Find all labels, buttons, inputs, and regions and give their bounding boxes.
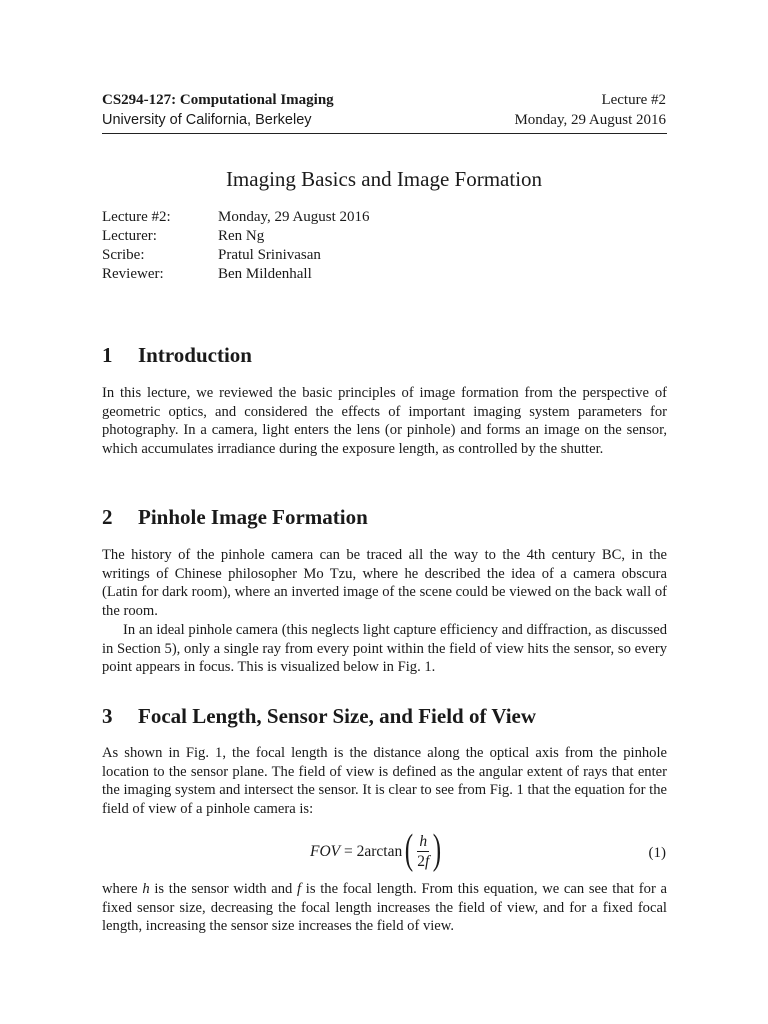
fraction xyxy=(417,832,429,871)
text-run: where xyxy=(102,881,143,897)
fraction-numerator: h xyxy=(419,833,428,850)
section-number: 3 xyxy=(102,704,113,728)
section-body xyxy=(102,744,667,819)
meta-key: Reviewer: xyxy=(102,266,164,282)
left-paren-glyph: ( xyxy=(405,826,414,873)
paragraph: In an ideal pinhole camera (this neglects light capture efficiency and diffraction, as discussed in Section 5), only a single ray from every point within the field of view hits the sensor, so every point appears in focus. This is visualized below in Fig. 1. xyxy=(102,621,667,676)
section-heading xyxy=(102,704,536,729)
equation-lhs: FOV xyxy=(310,842,341,860)
paragraph xyxy=(102,880,667,936)
section-number: 1 xyxy=(102,343,113,367)
university-name: University of California, Berkeley xyxy=(102,112,312,128)
fov-equation xyxy=(310,826,444,873)
section-heading xyxy=(102,343,252,368)
section-body xyxy=(102,880,667,936)
text-run: is the focal length. From this equation, we can see that for a fixed sensor size, decreasing the focal length increases the field of view, and for a fixed focal length, increasing the sensor size increases the field of view. xyxy=(102,881,667,935)
equation-operator: = 2arctan xyxy=(340,842,403,860)
meta-row xyxy=(102,265,370,284)
section-heading xyxy=(102,505,368,530)
text-run: is the sensor width and xyxy=(149,881,298,897)
section-body xyxy=(102,384,667,459)
section-title: Introduction xyxy=(138,343,252,367)
section-number: 2 xyxy=(102,505,113,529)
meta-key: Lecturer: xyxy=(102,228,157,244)
math-h: h xyxy=(142,881,150,897)
meta-row xyxy=(102,208,370,227)
lecture-date: Monday, 29 August 2016 xyxy=(514,112,666,128)
meta-value: Monday, 29 August 2016 xyxy=(218,209,370,225)
fraction-denominator: 2f xyxy=(417,853,430,870)
section-body xyxy=(102,546,667,677)
meta-value: Pratul Srinivasan xyxy=(218,247,321,263)
header-rule xyxy=(102,133,667,134)
meta-key: Scribe: xyxy=(102,247,145,263)
equation-number: (1) xyxy=(648,845,666,861)
meta-row xyxy=(102,246,370,265)
course-title: CS294-127: Computational Imaging xyxy=(102,92,334,108)
paragraph: As shown in Fig. 1, the focal length is the distance along the optical axis from the pinhole location to the sensor plane. The field of view is defined as the angular extent of rays that enter the imaging system and intersect the sensor. It is clear to see from Fig. 1 that the equation for the field of view of a pinhole camera is: xyxy=(102,745,667,818)
document-title: Imaging Basics and Image Formation xyxy=(225,167,543,191)
meta-value: Ren Ng xyxy=(218,228,265,244)
meta-key: Lecture #2: xyxy=(102,209,171,225)
paragraph: The history of the pinhole camera can be traced all the way to the 4th century BC, in the writings of Chinese philosopher Mo Tzu, where he described the idea of a camera obscura (Latin for dark room), where an inverted image of the scene could be viewed on the back wall of the room. xyxy=(102,547,667,620)
meta-value: Ben Mildenhall xyxy=(218,266,312,282)
paragraph: In this lecture, we reviewed the basic principles of image formation from the perspective of geometric optics, and considered the effects of important imaging system parameters for photography. In a camera, light enters the lens (or pinhole) and forms an image on the sensor, which accumulates irradiance during the exposure length, as controlled by the shutter. xyxy=(102,385,667,458)
meta-row xyxy=(102,227,370,246)
lecture-number: Lecture #2 xyxy=(601,92,666,108)
section-title: Pinhole Image Formation xyxy=(138,505,368,529)
section-title: Focal Length, Sensor Size, and Field of View xyxy=(138,704,537,728)
lecture-metadata xyxy=(102,208,370,284)
math-f: f xyxy=(297,881,302,897)
right-paren-glyph: ) xyxy=(433,826,442,873)
